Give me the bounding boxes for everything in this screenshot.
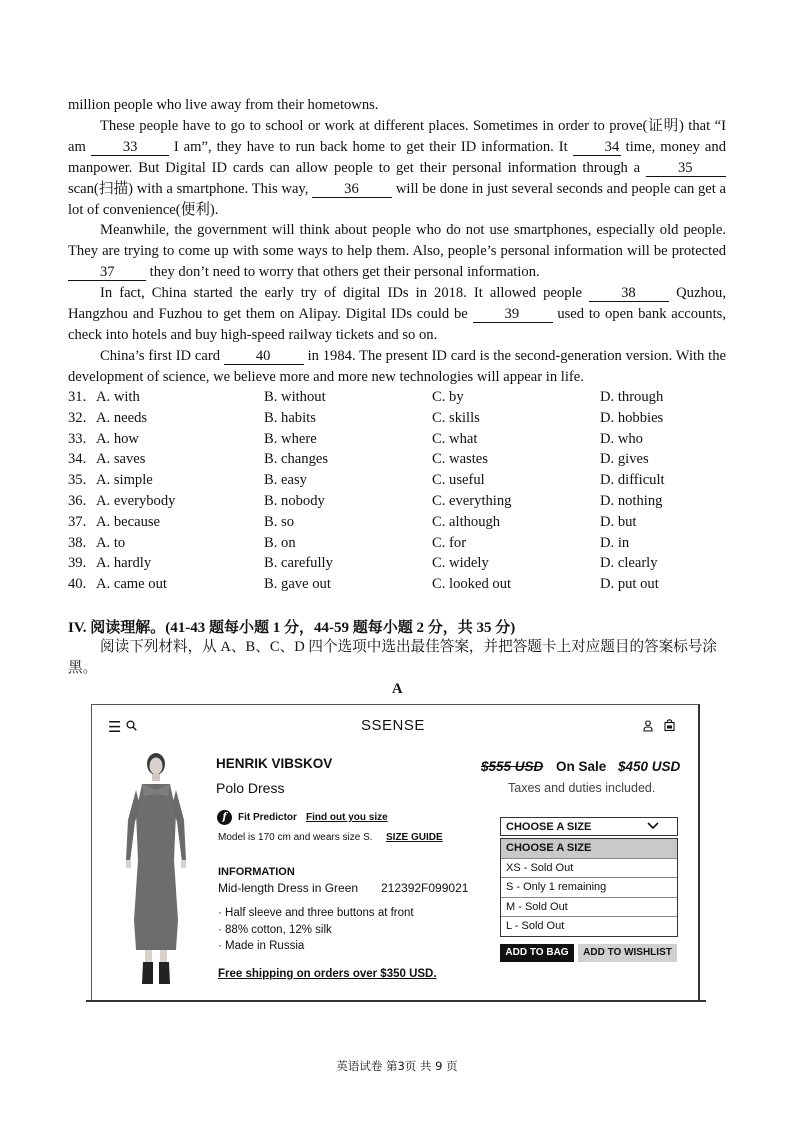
option-row: 35. A. simple B. easy C. useful D. difficult [68,472,665,489]
cloze-passage [68,95,726,388]
size-guide-link[interactable]: SIZE GUIDE [386,832,443,843]
option-row: 39. A. hardly B. carefully C. widely D. clearly [68,555,658,572]
blank-34: 34 [573,139,621,156]
sale-price: $450 USD [618,759,681,774]
page-footer: 英语试卷 第3页 共 9 页 [336,1059,458,1073]
model-photo [116,750,196,988]
fit-predictor-icon: f [217,810,232,825]
model-size-info: Model is 170 cm and wears size S. [218,832,373,843]
user-icon[interactable] [643,720,653,732]
paragraph-1: These people have to go to school or work at different places. Sometimes in order to prove(证明) that “I am 33 I am”, they have to run back home to get their ID information. It 34 time, money and manpower. But Digital ID cards can allow people to get their personal information through a 35 scan(扫描) with a smartphone. This way, 36 will be done in just several seconds and people can get a lot of convenience(便利). [68,117,727,218]
option-row: 37. A. because B. so C. although D. but [68,513,637,530]
section-title: IV. 阅读理解。(41-43 题每小题 1 分，44-59 题每小题 2 分，共 35 分) [68,620,516,636]
size-option-m[interactable]: M - Sold Out [501,898,677,918]
add-to-wishlist-button[interactable]: ADD TO WISHLIST [578,944,677,962]
size-options-list [500,838,678,937]
option-row: 36. A. everybody B. nobody C. everything D. nothing [68,492,663,509]
blank-40: 40 [224,348,304,365]
size-option-xs[interactable]: XS - Sold Out [501,859,677,879]
product-code: 212392F099021 [381,881,469,895]
search-icon[interactable] [126,720,137,731]
blank-39: 39 [473,306,553,323]
menu-icon[interactable]: ☰ [108,719,122,736]
option-row: 38. A. to B. on C. for D. in [68,534,630,551]
ad-frame-shadow [86,1000,706,1002]
original-price: $555 USD [481,759,544,774]
size-option-s[interactable]: S - Only 1 remaining [501,878,677,898]
paragraph-2: Meanwhile, the government will think about people who do not use smartphones, especially old people. They are trying to come up with some ways to help them. Also, people’s personal information will be protected 37 they don’t need to worry that others get their personal information. [68,222,726,281]
sale-label: On Sale [556,759,607,774]
option-row: 40. A. came out B. gave out C. looked out D. put out [68,576,659,593]
section-instructions: 阅读下列材料，从 A、B、C、D 四个选项中选出最佳答案，并把答题卡上对应题目的答案标号涂黑。 [68,639,718,676]
find-size-link[interactable]: Find out you size [306,812,388,823]
size-select-label: CHOOSE A SIZE [506,821,592,833]
size-option-placeholder[interactable]: CHOOSE A SIZE [501,839,677,859]
blank-38: 38 [589,285,669,302]
fit-predictor-label: Fit Predictor [238,812,297,823]
blank-37: 37 [68,264,146,281]
feature-item: · Made in Russia [218,940,305,952]
option-row: 32. A. needs B. habits C. skills D. hobbies [68,409,664,426]
size-option-l[interactable]: L - Sold Out [506,920,565,932]
product-description: Mid-length Dress in Green [218,881,359,895]
taxes-note: Taxes and duties included. [508,781,656,795]
store-logo[interactable]: SSENSE [361,717,425,734]
paragraph-3: In fact, China started the early try of digital IDs in 2018. It allowed people 38 Quzhou, Hangzhou and Fuzhou to get them on Alipay. Digital IDs could be 39 used to open bank accounts, check into hotels and buy high-speed railway tickets and so on. [68,285,726,343]
passage-letter: A [392,681,403,697]
passage-line-0: million people who live away from their hometowns. [68,97,379,113]
add-to-bag-button[interactable]: ADD TO BAG [500,944,574,962]
feature-item: · 88% cotton, 12% silk [218,924,332,936]
blank-33: 33 [91,139,169,156]
blank-36: 36 [312,181,392,198]
chevron-down-icon [646,818,660,832]
option-row: 34. A. saves B. changes C. wastes D. gives [68,451,649,468]
feature-item: · Half sleeve and three buttons at front [218,907,414,919]
product-name: Polo Dress [216,780,285,796]
free-shipping-note: Free shipping on orders over $350 USD. [218,968,437,980]
paragraph-4: China’s first ID card 40 in 1984. The present ID card is the second-generation version. With the development of science, we believe more and more new technologies will appear in life. [68,347,726,385]
product-ad [86,704,710,1004]
information-heading: INFORMATION [218,866,295,878]
option-row: 33. A. how B. where C. what D. who [68,430,643,447]
shopping-bag-icon[interactable] [664,719,675,731]
designer-name: HENRIK VIBSKOV [216,756,333,771]
options-list [68,387,728,595]
blank-35: 35 [646,160,726,177]
option-row: 31. A. with B. without C. by D. through [68,389,664,405]
